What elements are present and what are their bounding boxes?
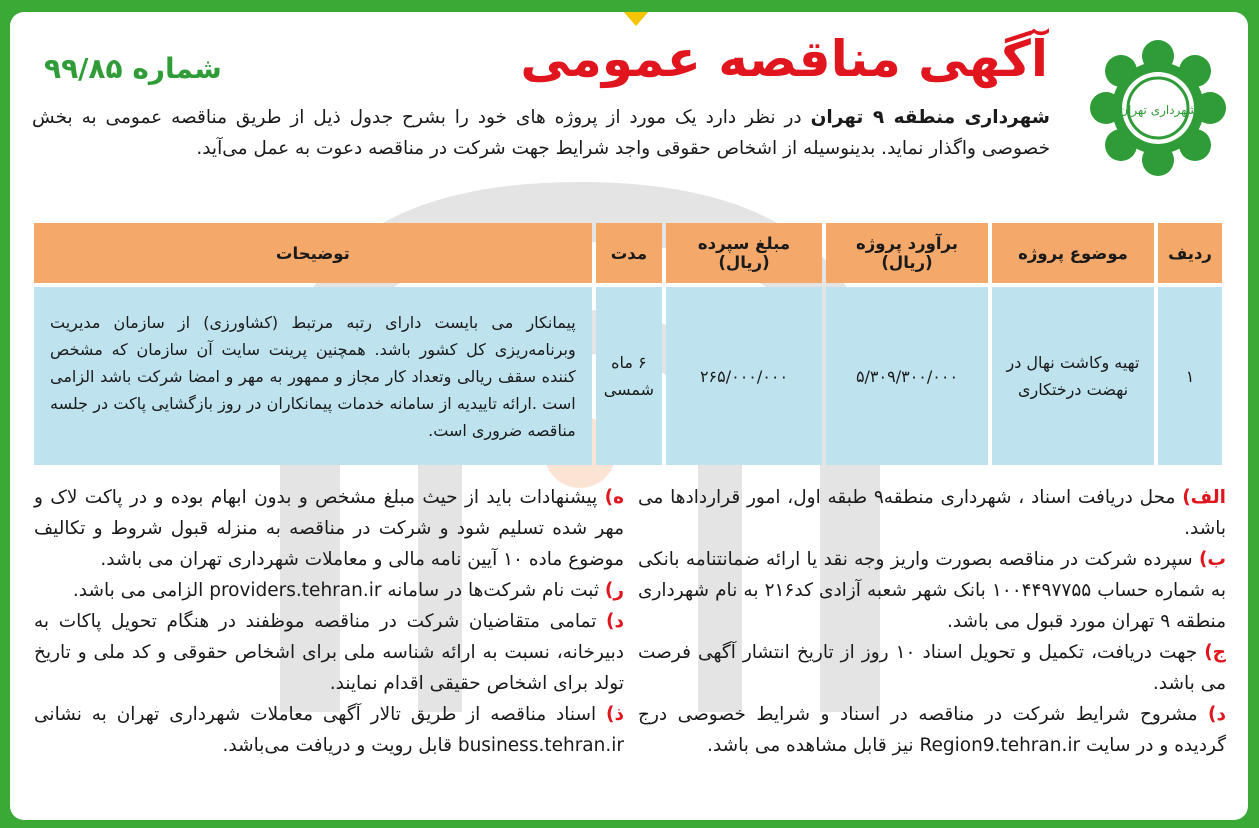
header-description: توضیحات [34, 223, 592, 283]
clause-marker: ر) [604, 580, 624, 601]
tender-notice [10, 12, 1248, 820]
header-subject: موضوع پروژه [992, 223, 1154, 283]
clause-text: تمامی متقاضیان شرکت در مناقصه موظفند در هنگام تحویل پاکات به دبیرخانه، نسبت به ارائه شناسه ملی برای اشخاص حقوقی و کد ملی و تاریخ تولد برای اشخاص حقیقی اقدام نمایند. [34, 611, 624, 694]
clause-text: سپرده شرکت در مناقصه بصورت واریز وجه نقد یا ارائه ضمانتنامه بانکی به شماره حساب ۱۰۰۴۴۹۷۷۵۵ بانک شهر شعبه آزادی کد۲۱۶ به نام شهرداری منطقه ۹ تهران مورد قبول می باشد. [638, 549, 1226, 632]
clause-text: محل دریافت اسناد ، شهرداری منطقه۹ طبقه اول، امور قراردادها می باشد. [638, 487, 1226, 539]
intro-paragraph [32, 102, 1050, 164]
clauses-right-column [638, 482, 1226, 761]
cell-subject: تهیه وکاشت نهال در نهضت درختکاری [992, 287, 1154, 465]
table-header-row [34, 223, 1222, 283]
header-deposit: مبلغ سپرده (ریال) [666, 223, 822, 283]
clause-item [34, 606, 624, 699]
header-row-number: ردیف [1158, 223, 1222, 283]
clause-text: مشروح شرایط شرکت در مناقصه در اسناد و شرایط خصوصی درج گردیده و در سایت Region9.tehran.ir نیز قابل مشاهده می باشد. [638, 704, 1226, 756]
clause-marker: د) [1208, 704, 1226, 725]
logo-text: شهرداری تهران [1119, 103, 1197, 117]
clause-item [34, 699, 624, 761]
clause-marker: ذ) [606, 704, 624, 725]
clause-marker: د) [606, 611, 624, 632]
top-notch-marker [622, 12, 650, 26]
clause-marker: الف) [1182, 487, 1226, 508]
clause-item [34, 575, 624, 606]
clause-text: جهت دریافت، تکمیل و تحویل اسناد ۱۰ روز از تاریخ انتشار آگهی فرصت می باشد. [638, 642, 1226, 694]
cell-deposit: ۲۶۵/۰۰۰/۰۰۰ [666, 287, 822, 465]
clause-item [638, 482, 1226, 544]
clause-text: اسناد مناقصه از طریق تالار آگهی معاملات شهرداری تهران به نشانی business.tehran.ir قابل رویت و دریافت می‌باشد. [34, 704, 624, 756]
intro-org: شهرداری منطقه ۹ تهران [810, 107, 1050, 128]
clause-item [638, 699, 1226, 761]
cell-description: پیمانکار می بایست دارای رتبه مرتبط (کشاورزی) از سازمان مدیریت وبرنامه‌ریزی کل کشور باشد. همچنین پرینت سایت آن سازمان که مشخص کننده سقف ریالی وتعداد کار مجاز و ممهور به مهر و امضا شرکت باشد الزامی است .ارائه تاییدیه از سامانه خدمات پیمانکاران در روز بازگشایی پاکت در جلسه مناقصه ضروری است. [34, 287, 592, 465]
clause-marker: ب) [1198, 549, 1226, 570]
clause-text: ثبت نام شرکت‌ها در سامانه providers.tehran.ir الزامی می باشد. [72, 580, 605, 601]
clauses-left-column [34, 482, 624, 761]
clause-item [638, 544, 1226, 637]
cell-estimate: ۵/۳۰۹/۳۰۰/۰۰۰ [826, 287, 988, 465]
notice-number: شماره ۹۹/۸۵ [44, 52, 222, 85]
clause-item [34, 482, 624, 575]
clause-marker: ه) [604, 487, 624, 508]
table-row [34, 287, 1222, 465]
cell-duration: ۶ ماه شمسی [596, 287, 662, 465]
clause-marker: ج) [1204, 642, 1226, 663]
header-estimate: برآورد پروژه (ریال) [826, 223, 988, 283]
intro-text: در نظر دارد یک مورد از پروژه های خود را بشرح جدول ذیل از طریق مناقصه عمومی به بخش خصوصی واگذار نماید. بدینوسیله از اشخاص حقوقی واجد شرایط جهت شرکت در مناقصه دعوت به عمل می‌آید. [32, 107, 1050, 159]
cell-row-number: ۱ [1158, 287, 1222, 465]
page-title: آگهی مناقصه عمومی [520, 30, 1048, 88]
clause-item [638, 637, 1226, 699]
projects-table [30, 219, 1226, 469]
tehran-municipality-logo [1088, 38, 1228, 178]
clause-text: پیشنهادات باید از حیث مبلغ مشخص و بدون ابهام بوده و در پاکت لاک و مهر شده تسلیم شود و شرکت در مناقصه به منزله قبول شروط و تکالیف موضوع ماده ۱۰ آیین نامه مالی و معاملات شهرداری تهران می باشد. [34, 487, 624, 570]
header-duration: مدت [596, 223, 662, 283]
